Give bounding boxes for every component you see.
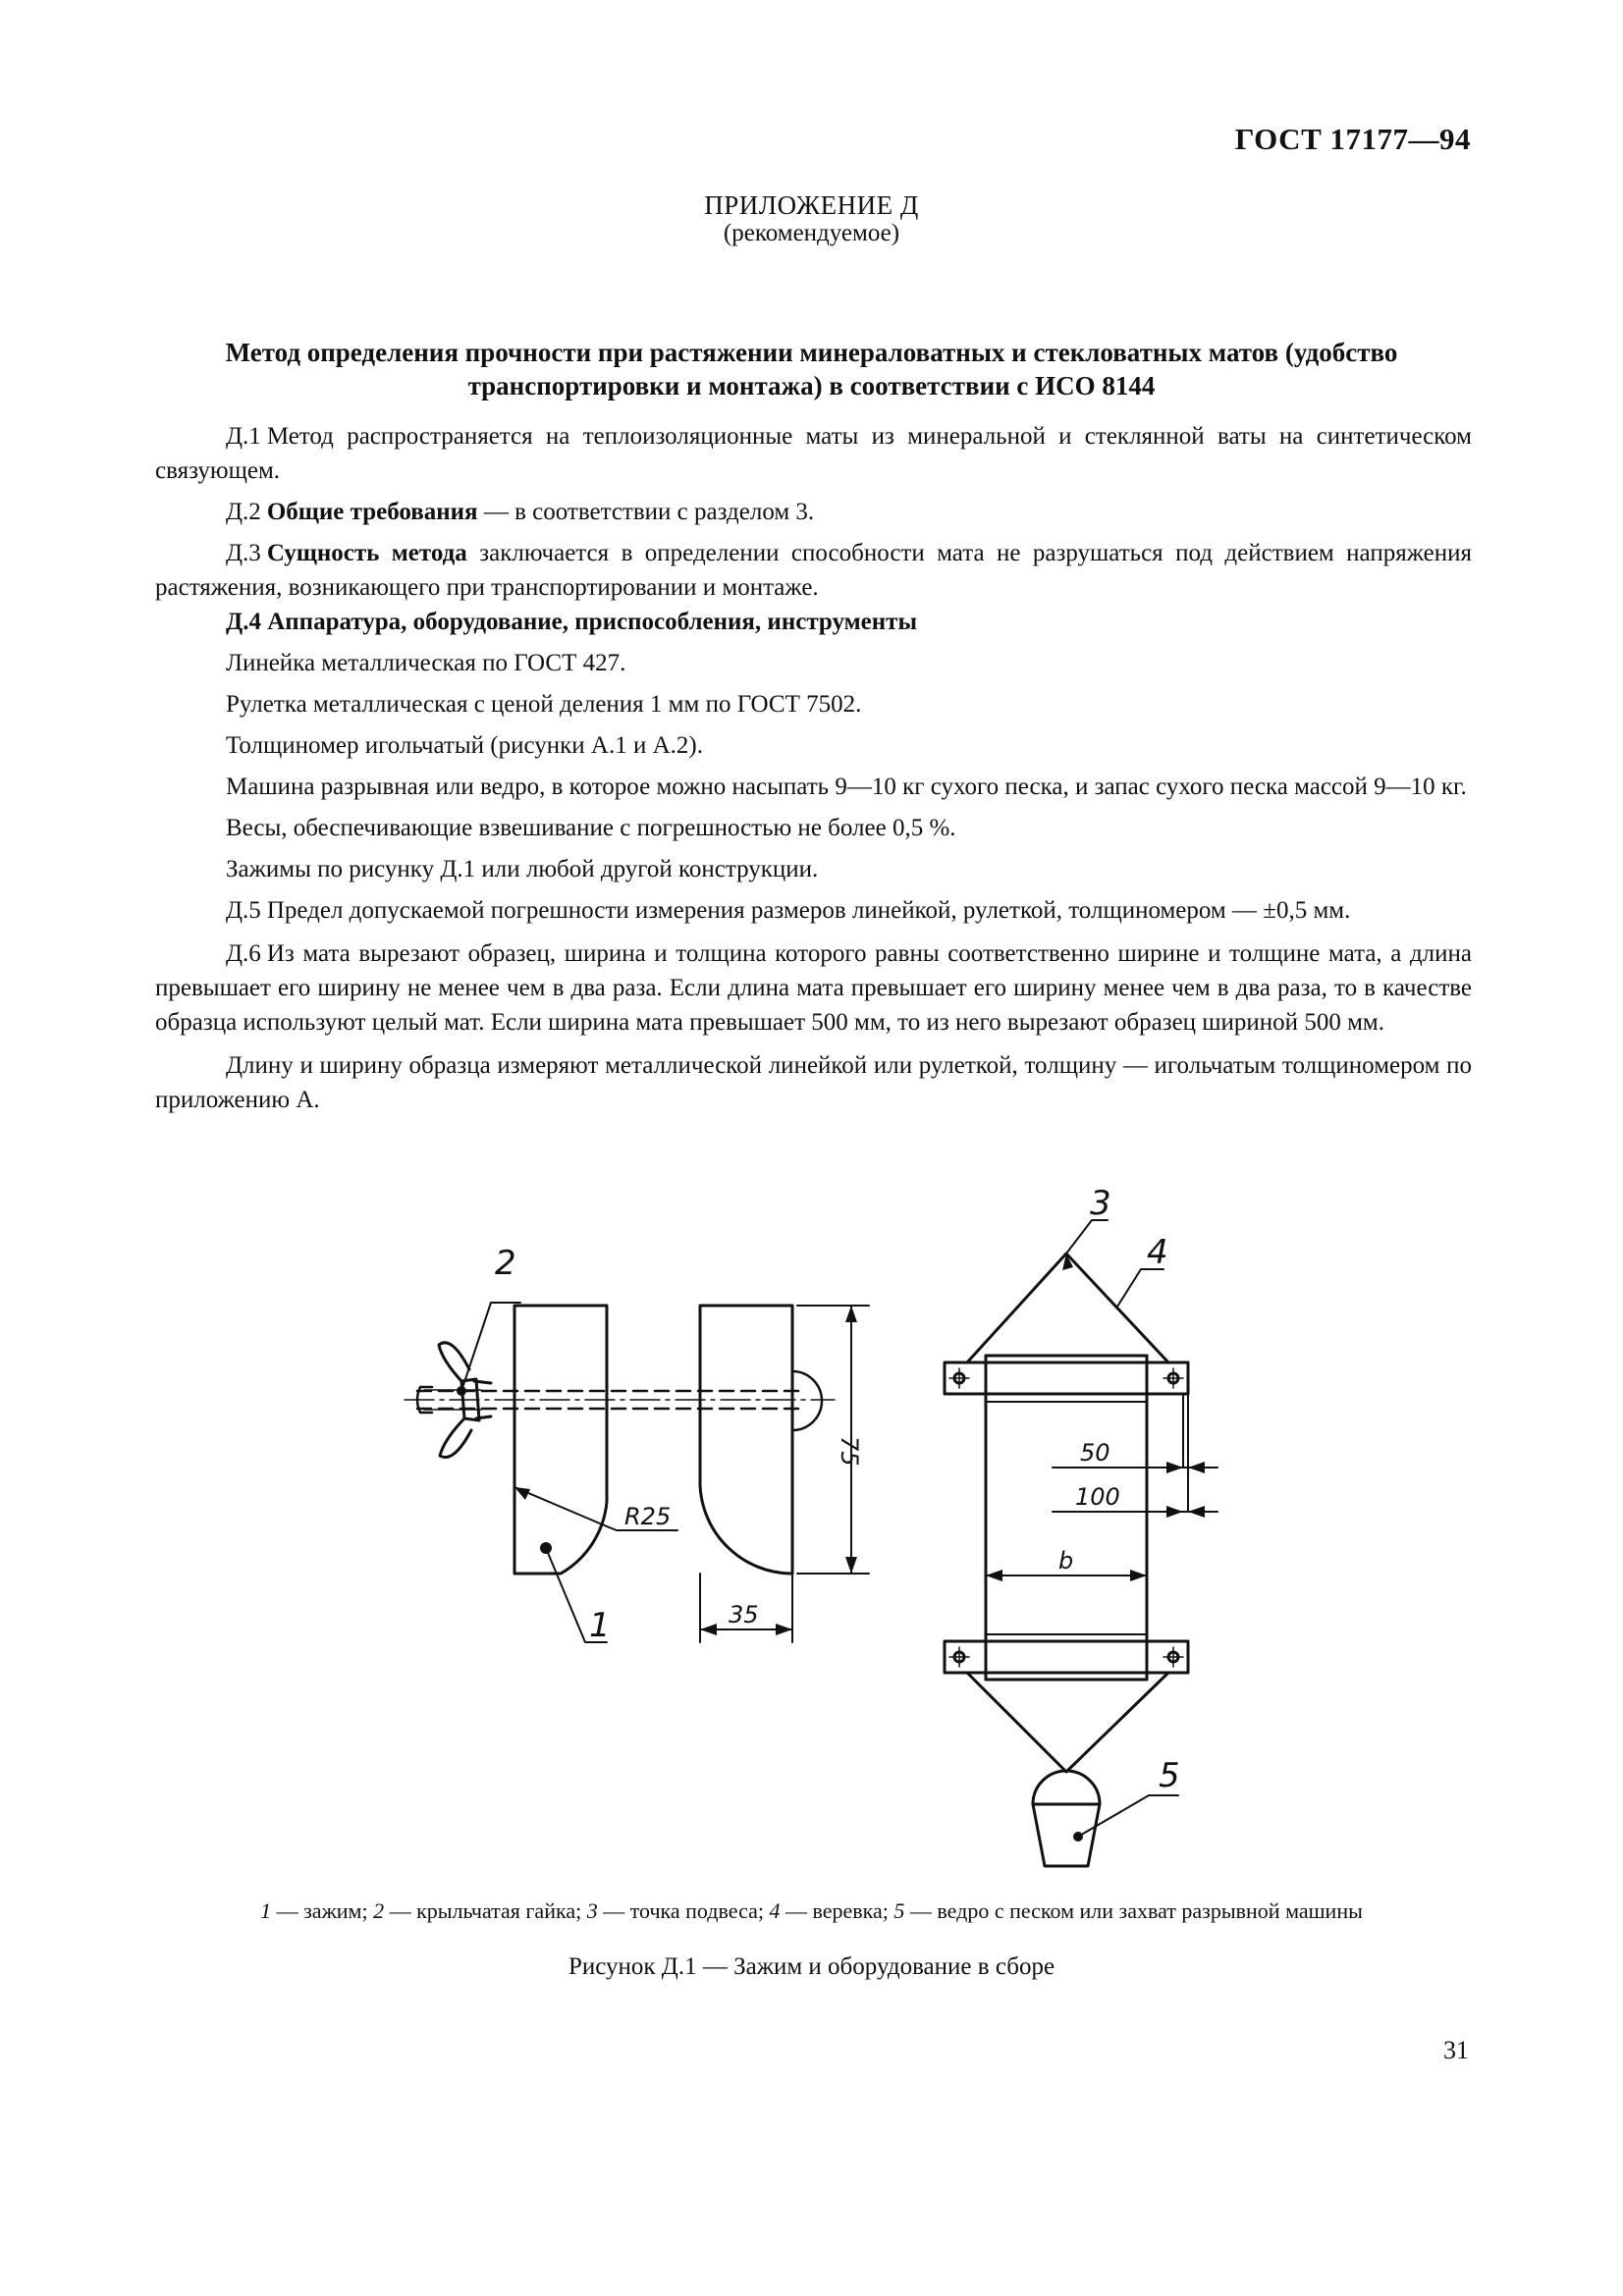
paragraph-d4-heading [155,605,1472,639]
paragraph-d6-continued: Длину и ширину образца измеряют металлической линейкой или рулеткой, толщину — игольчатым толщиномером по приложению А. [155,1052,1472,1113]
list-item: Рулетка металлическая с ценой деления 1 мм по ГОСТ 7502. [226,691,862,718]
standard-number: ГОСТ 17177—94 [1234,122,1471,156]
dim-50: 50 [1080,1439,1110,1467]
list-item: Машина разрывная или ведро, в которое можно насыпать 9—10 кг сухого песка, и запас сухого песка массой 9—10 кг. [226,774,1467,800]
method-title: Метод определения прочности при растяжении минераловатных и стекловатных матов (удобство транспортировки и монтажа) в соответствии с ИСО 8144 [225,338,1398,400]
figure-d1 [0,1173,1623,1899]
section-heading: Д.4 Аппаратура, оборудование, приспособления, инструменты [226,609,917,635]
section-number: Д.1 [226,423,261,450]
dim-b: b [1058,1547,1074,1575]
paragraph-d1 [155,419,1472,488]
legend-number: 3 [586,1898,598,1923]
legend-number: 1 [260,1898,272,1923]
section-number: Д.3 [226,540,261,566]
paragraph-d5 [155,893,1472,928]
paragraph-d3 [155,536,1472,605]
clamp-plate-right [700,1306,792,1574]
dim-r25: R25 [624,1503,672,1530]
list-item: Толщиномер игольчатый (рисунки А.1 и А.2). [226,732,703,759]
section-text: заключается в определении способности мата не разрушаться под действием напряжения растяжения, возникающего при транспортировании и монтаже. [155,540,1472,601]
legend-text: — зажим; [271,1898,374,1923]
figure-legend [0,1898,1623,1924]
page-number: 31 [1443,2036,1469,2064]
section-number: Д.6 [226,940,261,967]
section-text: — в соответствии с разделом 3. [477,499,815,525]
legend-number: 2 [373,1898,385,1923]
section-number: Д.2 [226,499,261,525]
appendix-subtitle: (рекомендуемое) [723,220,900,246]
dim-35: 35 [729,1601,759,1629]
legend-text: — ведро с песком или захват разрывной машины [904,1898,1363,1923]
figure-caption: Рисунок Д.1 — Зажим и оборудование в сборе [568,1953,1055,1980]
list-item: Линейка металлическая по ГОСТ 427. [226,650,626,676]
label-3: 3 [1090,1184,1111,1223]
legend-number: 5 [893,1898,905,1923]
legend-text: — веревка; [780,1898,894,1923]
appendix-title: ПРИЛОЖЕНИЕ Д [704,190,919,220]
label-2: 2 [495,1244,516,1283]
legend-number: 4 [769,1898,781,1923]
clamp-plate-left [514,1306,607,1574]
section-number: Д.5 [226,897,261,924]
legend-text: — крыльчатая гайка; [384,1898,587,1923]
section-text: Предел допускаемой погрешности измерения размеров линейкой, рулеткой, толщиномером — ±0,5 мм. [266,897,1351,924]
dim-75: 75 [836,1436,863,1467]
paragraph-d6 [155,936,1472,1040]
label-4: 4 [1147,1233,1168,1272]
section-heading: Сущность метода [266,540,467,566]
paragraph-d2 [155,495,1472,529]
label-1: 1 [589,1606,611,1645]
body-text [155,419,1472,1117]
dim-100: 100 [1075,1483,1120,1511]
section-heading: Общие требования [266,499,478,525]
legend-text: — точка подвеса; [597,1898,770,1923]
section-text: Из мата вырезают образец, ширина и толщина которого равны соответственно ширине и толщине мата, а длина превышает его ширину не менее чем в два раза. Если длина мата превышает его ширину менее чем в два раза, то в качестве образца используют целый мат. Если ширина мата превышает 500 мм, то из него вырезают образец шириной 500 мм. [155,940,1472,1036]
list-item: Весы, обеспечивающие взвешивание с погрешностью не более 0,5 %. [226,815,956,841]
section-text: Метод распространяется на теплоизоляционные маты из минеральной и стеклянной ваты на синтетическом связующем. [155,423,1472,484]
list-item: Зажимы по рисунку Д.1 или любой другой конструкции. [226,856,819,882]
label-5: 5 [1159,1756,1180,1795]
